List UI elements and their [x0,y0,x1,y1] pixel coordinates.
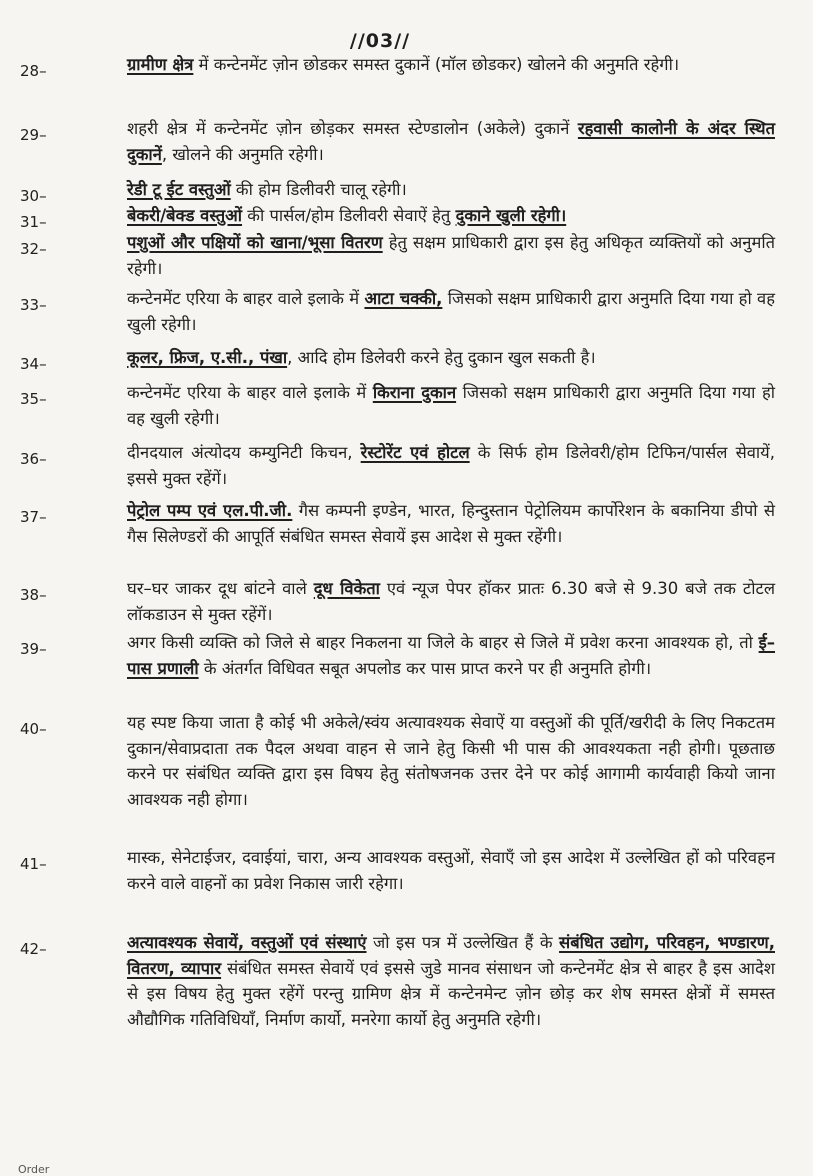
text-run: जिसको सक्षम प्राधिकारी द्वारा अनुमति दिया गया हो वह खुली रहेगी। [127,383,775,428]
text-run: संबंधित समस्त सेवायें एवं इससे जुडे मानव संसाधन जो कन्टेनमेंट क्षेत्र से बाहर है इस आदेश से इस विषय हेतु मुक्त रहेंगें परन्तु ग्रामिण क्षेत्र में कन्टेनमेन्ट ज़ोन छोड़ कर शेष समस्त क्षेत्रों में समस्त औद्यौगिक गतिविधियाँ, निर्माण कार्यो, मनरेगा कार्यो हेतु अनुमति रहेगी। [127,958,775,1029]
underlined-phrase: ई–पास प्रणाली [127,633,775,678]
item-text [127,177,775,203]
item-number: 38– [20,586,47,604]
page-number: //03// [349,30,411,52]
text-run: घर–घर जाकर दूध बांटने वाले [127,579,314,598]
item-number: 42– [20,940,47,958]
item-number: 29– [20,126,47,144]
text-run: के अंतर्गत विधिवत सबूत अपलोड कर पास प्राप्त करने पर ही अनुमति होगी। [198,658,652,678]
text-run: हेतु सक्षम प्राधिकारी द्वारा इस हेतु अधिकृत व्यक्तियों को अनुमति रहेगी। [127,233,775,278]
item-text [127,116,775,167]
text-run: यह स्पष्ट किया जाता है कोई भी अकेले/स्वंय अत्यावश्यक सेवाऐं या वस्तुओं की पूर्ति/खरीदी के लिए निकटतम दुकान/सेवाप्रदाता तक पैदल अथवा वाहन से जाने हेतु किसी भी पास की आवश्यकता नही होगी। पूछताछ करने पर संबंधित व्यक्ति द्वारा इस विषय हेतु संतोषजनक उत्तर देने पर कोई आगामी कार्यवाही कियो जाना आवश्यक नही होगा। [127,713,775,809]
text-run: की पार्सल/होम डिलीवरी सेवाऐं हेतु [242,206,456,225]
underlined-phrase: पशुओं और पक्षियों को खाना/भूसा वितरण [127,233,383,252]
item-number: 39– [20,640,47,658]
underlined-phrase: अत्यावश्यक सेवायें, वस्तुओं एवं संस्थाएं [127,933,367,952]
item-number: 30– [20,187,47,205]
item-text [127,286,775,337]
underlined-phrase: ग्रामीण क्षेत्र [127,55,194,74]
text-run: कन्टेनमेंट एरिया के बाहर वाले इलाके में [127,383,373,402]
footer-text: Order [18,1163,50,1176]
underlined-phrase: दूध विकेता [313,579,380,598]
text-run: एवं न्यूज पेपर हॉकर प्रातः 6.30 बजे से 9.30 बजे तक टोटल लॉकडाउन से मुक्त रहेंगें। [127,579,776,624]
item-number: 28– [20,62,47,80]
underlined-phrase: कूलर, फ्रिज, ए.सी., पंखा [127,348,288,367]
item-text [127,345,775,371]
item-number: 33– [20,296,47,314]
item-text [127,710,775,812]
text-run: में कन्टेनमेंट ज़ोन छोडकर समस्त दुकानें (मॉल छोडकर) खोलने की अनुमति रहेगी। [193,55,680,74]
text-run: की होम डिलीवरी चालू रहेगी। [230,180,407,199]
text-run: , खोलने की अनुमति रहेगी। [161,144,324,164]
text-run: जो इस पत्र में उल्लेखित हैं के [366,933,560,952]
underlined-phrase: बेकरी/बेक्ड वस्तुओं [127,206,243,225]
item-text [127,576,775,627]
item-text [127,630,775,681]
text-run: गैस कम्पनी इण्डेन, भारत, हिन्दुस्तान पेट्रोलियम कार्पोरेशन के बकानिया डीपो से गैस सिलेण्डरों की आपूर्ति संबंधित समस्त सेवायें इस आदेश से मुक्त रहेंगी। [127,501,775,546]
item-number: 32– [20,240,47,258]
item-number: 34– [20,355,47,373]
underlined-phrase: दुकाने खुली रहेगी। [455,206,567,225]
underlined-phrase: रहवासी कालोनी के अंदर स्थित दुकानें [127,119,775,164]
item-text [127,230,775,281]
underlined-phrase: रेस्टोरेंट एवं होटल [360,443,470,462]
text-run: अगर किसी व्यक्ति को जिले से बाहर निकलना या जिले के बाहर से जिले में प्रवेश करना आवश्यक हो, तो [127,633,759,652]
item-text [127,52,775,78]
item-number: 37– [20,508,47,526]
text-run: के सिर्फ होम डिलेवरी/होम टिफिन/पार्सल सेवायें, इससे मुक्त रहेंगें। [127,443,775,488]
item-text [127,498,775,549]
underlined-phrase: रेडी टू ईट वस्तुओं [127,180,231,199]
item-text [127,930,775,1032]
text-run: मास्क, सेनेटाईजर, दवाईयां, चारा, अन्य आवश्यक वस्तुओं, सेवाएँ जो इस आदेश में उल्लेखित हों को परिवहन करने वाले वाहनों का प्रवेश निकास जारी रहेगा। [127,848,775,893]
item-number: 41– [20,855,47,873]
item-number: 40– [20,720,47,738]
item-text [127,845,775,896]
underlined-phrase: पेट्रोल पम्प एवं एल.पी.जी. [127,501,293,520]
item-text [127,380,775,431]
underlined-phrase: आटा चक्की, [364,289,443,308]
text-run: दीनदयाल अंत्योदय कम्युनिटी किचन, [127,443,361,462]
item-number: 36– [20,450,47,468]
text-run: शहरी क्षेत्र में कन्टेनमेंट ज़ोन छोड़कर समस्त स्टेण्डालोन (अकेले) दुकानें [127,119,578,138]
text-run: कन्टेनमेंट एरिया के बाहर वाले इलाके में [127,289,365,308]
underlined-phrase: किराना दुकान [372,383,457,402]
text-run: जिसको सक्षम प्राधिकारी द्वारा अनुमति दिया गया हो वह खुली रहेगी। [127,289,775,334]
underlined-phrase: संबंधित उद्योग, परिवहन, भण्डारण, वितरण, व्यापार [127,933,775,978]
item-number: 31– [20,213,47,231]
text-run: , आदि होम डिलेवरी करने हेतु दुकान खुल सकती है। [287,348,596,367]
item-number: 35– [20,390,47,408]
item-text [127,203,775,229]
item-text [127,440,775,491]
